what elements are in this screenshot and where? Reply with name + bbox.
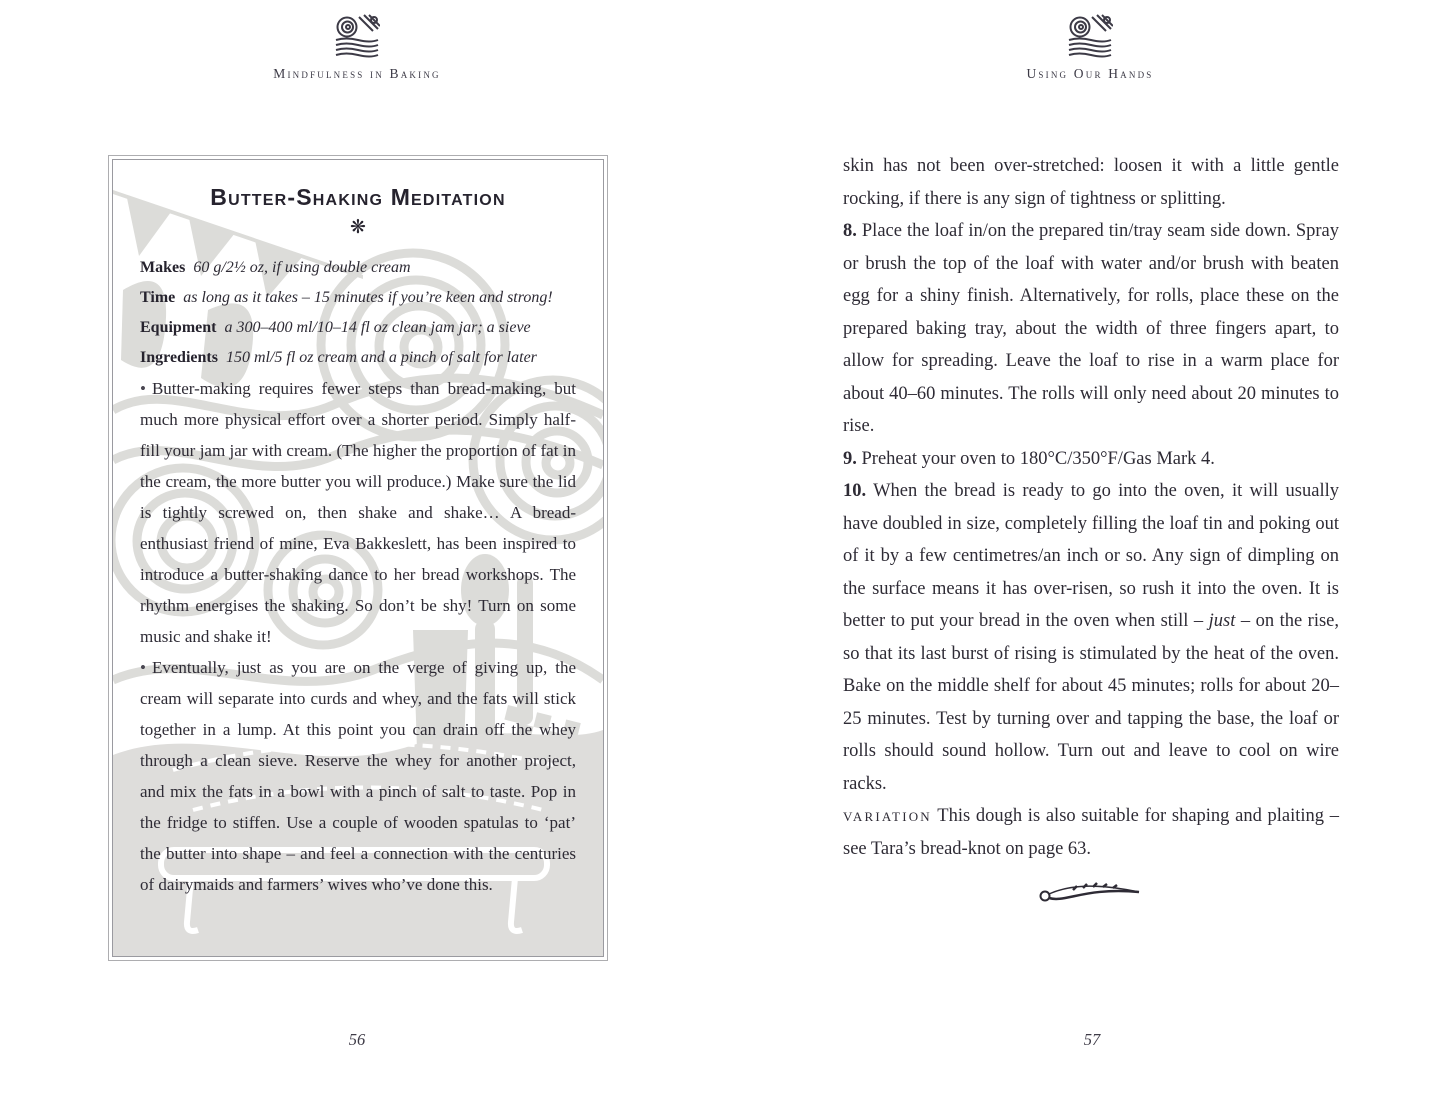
- recipe-meta-makes: [140, 253, 576, 283]
- bullet-icon: •: [140, 658, 146, 677]
- text-segment: Preheat your oven to 180°C/350°F/Gas Mark 4.: [856, 448, 1215, 469]
- recipe-meta-ingredients: [140, 343, 576, 373]
- text-block: [843, 150, 1339, 215]
- recipe-content: [113, 160, 603, 900]
- recipe-box-border: [112, 159, 604, 957]
- bullet-icon: •: [140, 379, 146, 398]
- flower-asterisk-icon: ❋: [350, 217, 366, 238]
- meta-value: 60 g/2½ oz, if using double cream: [193, 259, 411, 276]
- text-block: [843, 443, 1339, 476]
- text-block: [843, 800, 1339, 865]
- meta-value: as long as it takes – 15 minutes if you’re keen and strong!: [183, 289, 553, 306]
- recipe-meta-time: [140, 283, 576, 313]
- left-chapter-title: Mindfulness in Baking: [273, 66, 441, 81]
- right-chapter-title: Using Our Hands: [1026, 66, 1154, 81]
- text-block: [843, 215, 1339, 443]
- swirl-logo-icon: [1067, 14, 1113, 60]
- recipe-meta-equipment: [140, 313, 576, 343]
- meta-value: a 300–400 ml/10–14 fl oz clean jam jar; a sieve: [224, 319, 531, 336]
- text-segment: Place the loaf in/on the prepared tin/tray seam side down. Spray or brush the top of the loaf with water and/or brush with beaten egg for a shiny finish. Alternatively, for rolls, place these on the prepared baking tray, about the width of three fingers apart, to allow for spreading. Leave the loaf to rise in a warm place for about 40–60 minutes. The rolls will only need about 20 minutes to rise.: [843, 221, 1339, 436]
- text-segment: 10.: [843, 481, 867, 501]
- recipe-title: Butter-Shaking Meditation: [210, 184, 506, 210]
- recipe-paragraph: [140, 652, 576, 900]
- flourish-ornament-icon: [1035, 875, 1145, 909]
- meta-label: Ingredients: [140, 349, 218, 366]
- text-segment: When the bread is ready to go into the oven, it will usually have doubled in size, completely filling the loaf tin and poking out of it by a few centimetres/an inch or so. Any sign of dimpling on the surface means it has over-risen, so rush it into the oven. It is better to put your bread in the oven when still –: [843, 481, 1339, 631]
- right-text-column: [843, 150, 1339, 865]
- text-segment: This dough is also suitable for shaping and plaiting – see Tara’s bread-knot on page 63.: [843, 806, 1339, 859]
- text-block: [843, 475, 1339, 800]
- swirl-logo-icon: [334, 14, 380, 60]
- text-segment: 9.: [843, 448, 857, 469]
- left-page-number: 56: [348, 1030, 366, 1049]
- paragraph-text: Eventually, just as you are on the verge of giving up, the cream will separate into curds and whey, and the fats will stick together in a lump. At this point you can drain off the whey through a clean sieve. Reserve the whey for another project, and mix the fats in a bowl with a pinch of salt to taste. Pop in the fridge to stiffen. Use a couple of wooden spatulas to ‘pat’ the butter into shape – and feel a connection with the centuries of dairymaids and farmers’ wives who’ve done this.: [140, 658, 576, 894]
- paragraph-text: Butter-making requires fewer steps than bread-making, but much more physical effort over a shorter period. Simply half-fill your jam jar with cream. (The higher the proportion of fat in the cream, the more butter you will produce.) Make sure the lid is tightly screwed on, then shake and shake… A bread-enthusiast friend of mine, Eva Bakkeslett, has been inspired to introduce a butter-shaking dance to her bread workshops. The rhythm energises the shaking. So don’t be shy! Turn on some music and shake it!: [140, 379, 576, 646]
- text-segment: skin has not been over-stretched: loosen it with a little gentle rocking, if there is any sign of tightness or splitting.: [843, 156, 1339, 209]
- right-page-number: 57: [1083, 1030, 1101, 1049]
- left-running-head: [207, 14, 507, 82]
- meta-label: Makes: [140, 259, 186, 276]
- text-segment: 8.: [843, 221, 857, 241]
- right-running-head: [940, 14, 1240, 82]
- meta-label: Time: [140, 289, 176, 306]
- meta-value: 150 ml/5 fl oz cream and a pinch of salt for later: [225, 349, 537, 366]
- recipe-box: [108, 155, 608, 961]
- text-segment: just: [1208, 611, 1236, 631]
- meta-label: Equipment: [140, 319, 217, 336]
- text-segment: – on the rise, so that its last burst of rising is stimulated by the heat of the oven. Bake on the middle shelf for about 45 minutes; rolls for about 20–25 minutes. Test by turning over and tapping the base, the loaf or rolls should sound hollow. Turn out and leave to cool on wire racks.: [843, 611, 1340, 794]
- text-segment: variation: [843, 806, 932, 826]
- recipe-paragraph: [140, 373, 576, 652]
